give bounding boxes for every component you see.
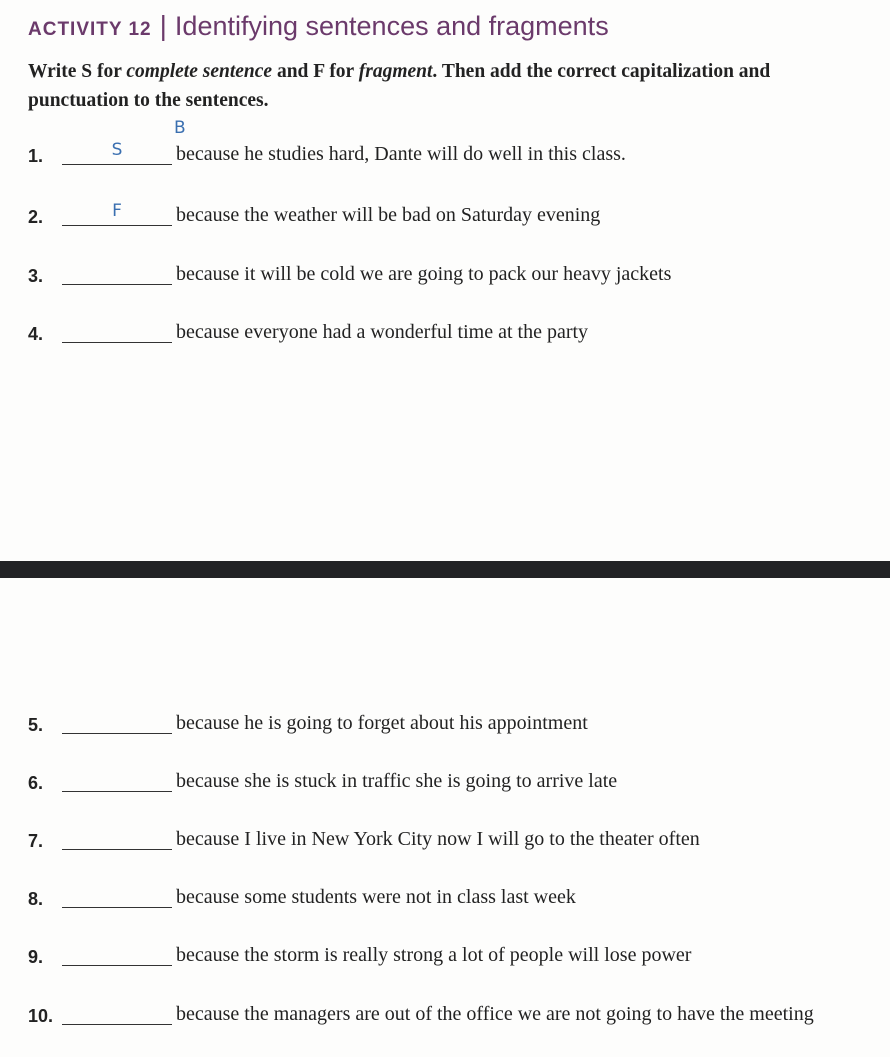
- answer-blank[interactable]: [62, 225, 172, 226]
- answer-blank[interactable]: [62, 284, 172, 285]
- item-number: 2.: [28, 207, 44, 227]
- sentence-text: because he is going to forget about his appointment: [176, 712, 588, 734]
- exercise-item-5: [28, 712, 888, 743]
- sentence-text: because I live in New York City now I will go to the theater often: [176, 828, 700, 850]
- handwritten-correction: B: [174, 118, 186, 138]
- instructions: [28, 57, 858, 115]
- page-bottom-section: [0, 578, 890, 1057]
- sentence-text: because it will be cold we are going to pack our heavy jackets: [176, 263, 672, 285]
- instructions-term-fragment: fragment: [358, 61, 433, 82]
- activity-title: [28, 10, 609, 42]
- instructions-text-3: . Then add the correct capitalization and punctuation to the sentences.: [28, 61, 771, 111]
- answer-blank[interactable]: [62, 164, 172, 165]
- answer-blank[interactable]: [62, 342, 172, 343]
- item-number: 3.: [28, 266, 44, 286]
- answer-blank[interactable]: [62, 733, 172, 734]
- handwritten-answer: F: [112, 201, 122, 221]
- activity-label: ACTIVITY 12: [28, 19, 152, 40]
- item-number: 10.: [28, 1006, 54, 1026]
- exercise-item-3: [28, 263, 888, 294]
- sentence-text: because everyone had a wonderful time at the party: [176, 321, 589, 343]
- exercise-item-8: [28, 886, 888, 917]
- instructions-term-sentence: complete sentence: [126, 61, 273, 82]
- answer-blank[interactable]: [62, 791, 172, 792]
- handwritten-answer: S: [111, 140, 123, 160]
- sentence-text: because the weather will be bad on Saturday evening: [176, 204, 601, 226]
- sentence-text: because the storm is really strong a lot of people will lose power: [176, 944, 692, 966]
- item-number: 7.: [28, 831, 44, 851]
- exercise-item-9: [28, 944, 888, 975]
- exercise-item-6: [28, 770, 888, 801]
- answer-blank[interactable]: [62, 907, 172, 908]
- page-divider: [0, 561, 890, 578]
- sentence-text: because the managers are out of the office we are not going to have the meeting: [176, 1003, 814, 1025]
- exercise-item-7: [28, 828, 888, 859]
- sentence-text: because he studies hard, Dante will do well in this class.: [176, 143, 626, 165]
- sentence-text: because some students were not in class last week: [176, 886, 576, 908]
- item-number: 8.: [28, 889, 44, 909]
- activity-heading: Identifying sentences and fragments: [174, 11, 609, 41]
- answer-blank[interactable]: [62, 965, 172, 966]
- item-number: 1.: [28, 146, 44, 166]
- item-number: 4.: [28, 324, 44, 344]
- item-number: 6.: [28, 773, 44, 793]
- instructions-text-2: and F for: [272, 61, 359, 82]
- title-separator: |: [159, 10, 167, 41]
- item-number: 9.: [28, 947, 44, 967]
- exercise-item-1: [28, 118, 888, 174]
- exercise-item-10: [28, 1003, 888, 1034]
- instructions-text-1: Write S for: [28, 61, 127, 82]
- exercise-item-2: [28, 201, 888, 235]
- answer-blank[interactable]: [62, 849, 172, 850]
- exercise-item-4: [28, 321, 888, 352]
- item-number: 5.: [28, 715, 44, 735]
- answer-blank[interactable]: [62, 1024, 172, 1025]
- sentence-text: because she is stuck in traffic she is going to arrive late: [176, 770, 618, 792]
